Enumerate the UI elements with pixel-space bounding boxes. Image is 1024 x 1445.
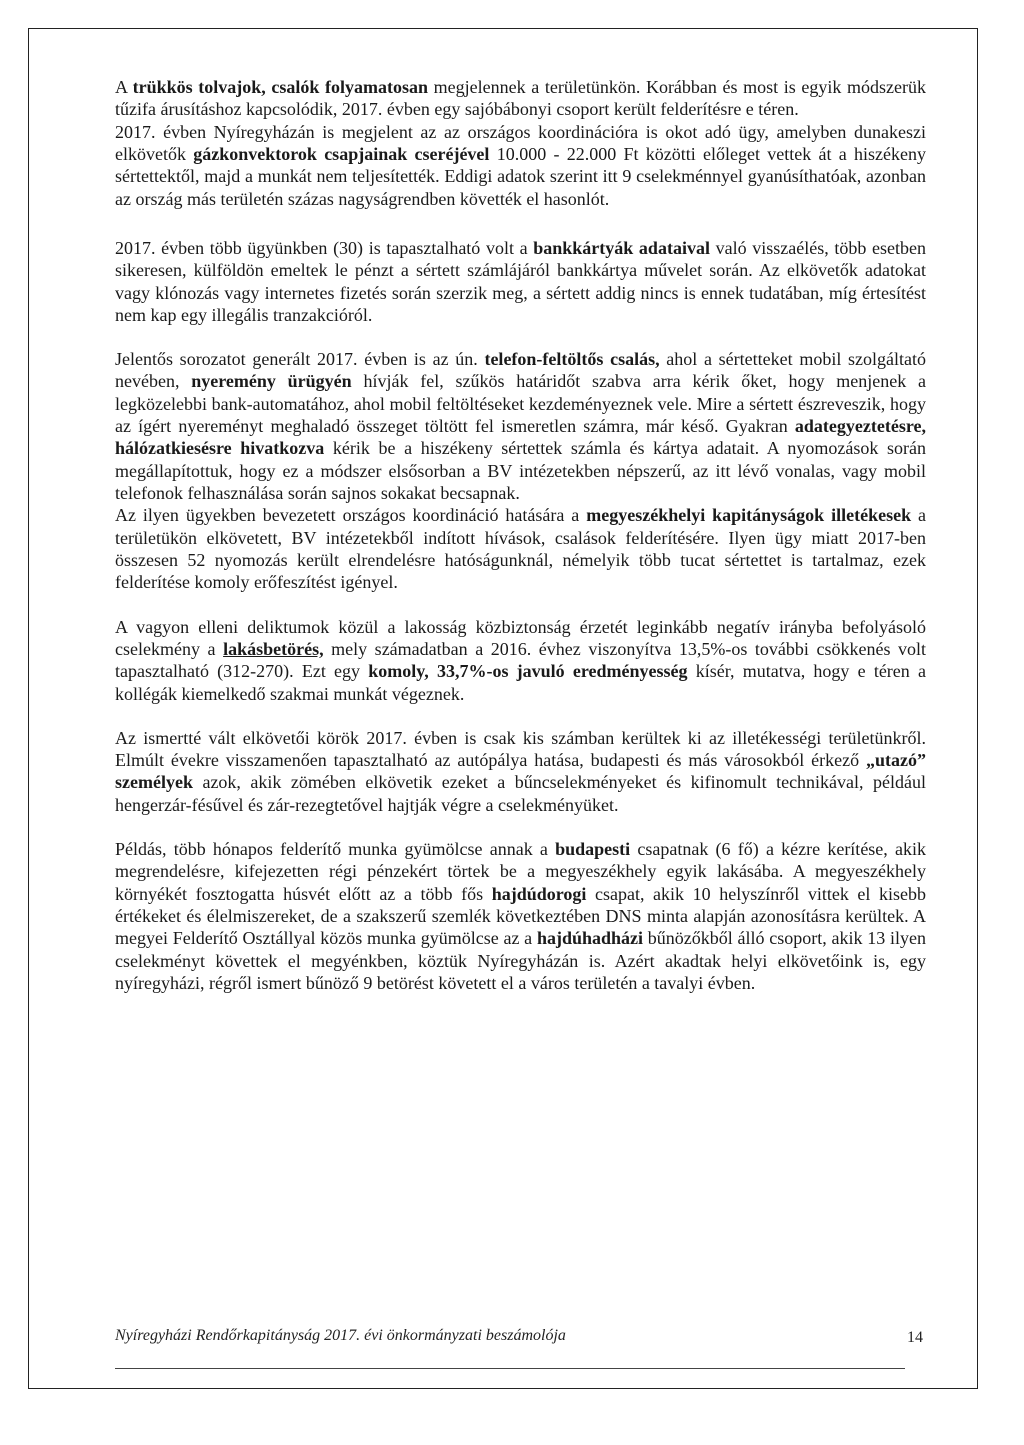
- emphasis-text: lakásbetörés,: [223, 638, 324, 659]
- text-run: azok, akik zömében elkövetik ezeket a bűncselekményeket és kifinomult technikával, például hengerzár-fésűvel és zár-rezegtetővel hajtják végre a cselekményüket.: [115, 772, 926, 815]
- body-text: [115, 76, 926, 994]
- emphasis-text: gázkonvektorok csapjainak cseréjével: [193, 143, 490, 164]
- text-run: csapat, akik 10 helyszínről vittek el kisebb értékeket és élelmiszereket, de a szakszerű szemlék következtében DNS minta alapján azonosításra kerültek. A megyei Felderítő Osztállyal közös munka gyümölcse az a: [115, 883, 926, 949]
- text-run: Az ismertté vált elkövetői körök 2017. évben is csak kis számban kerültek ki az illetékességi területünkről. Elmúlt évekre visszamenően tapasztalható az autópálya hatása, budapesti és más városokból érkező: [115, 727, 926, 771]
- paragraph-phone-topup-fraud: [115, 348, 926, 504]
- emphasis-text: hajdúdorogi: [491, 883, 587, 904]
- emphasis-text: trükkös tolvajok, csalók folyamatosan: [132, 77, 429, 97]
- paragraph-tricky-thieves: [115, 76, 926, 121]
- paragraph-bank-card-abuse: [115, 237, 926, 326]
- text-run: hívják fel, szűkös határidőt szabva arra kérik őket, hogy menjenek a legközelebbi bank-automatához, ahol mobil feltöltéseket kezdeményeznek vele. Mire a sértett észreveszik, hogy az ígért nyereményt meghaladó összeget töltött fel ismeretlen számra, már késő. Gyakran: [115, 371, 926, 437]
- text-run: Példás, több hónapos felderítő munka gyümölcse annak a: [115, 839, 556, 860]
- text-run: 10.000 - 22.000 Ft közötti előleget vettek át a hiszékeny sértettektől, majd a munkát nem teljesítették. Eddigi adatok szerint itt 9 cselekménnyel gyanúsíthatóak, azonban az ország más területén százas nagyságrendben követték el hasonlót.: [115, 143, 926, 209]
- emphasis-text: nyeremény ürügyén: [191, 371, 352, 392]
- text-run: a területükön elkövetett, BV intézetekből indított hívások, csalások felderítésére. Ilyen ügy miatt 2017-ben összesen 52 nyomozás került elrendelésre hatóságunknál, némelyik több tucat sértettet is tartalmaz, ezek felderítése komoly erőfeszítést igényel.: [115, 505, 927, 593]
- text-run: A: [115, 77, 133, 97]
- paragraph-gas-convector-fraud: [115, 121, 926, 210]
- emphasis-text: hajdúhadházi: [536, 928, 643, 949]
- emphasis-text: komoly, 33,7%-os javuló eredményesség: [368, 661, 688, 682]
- text-run: kísér, mutatva, hogy e téren a kollégák kiemelkedő szakmai munkát végeznek.: [115, 661, 926, 704]
- paragraph-travelling-offenders: [115, 727, 926, 816]
- paragraph-burglary-statistics: [115, 616, 926, 705]
- emphasis-text: „utazó” személyek: [115, 750, 926, 793]
- text-run: 2017. évben Nyíregyházán is megjelent az az országos koordinációra is okot adó ügy, amelyben dunakeszi elkövetők: [115, 121, 926, 164]
- text-run: bűnözőkből álló csoport, akik 13 ilyen cselekményt követtek el megyénkben, köztük Nyíregyházán is. Azért akadtak helyi elkövetőink is, egy nyíregyházi, régről ismert bűnöző 9 betörést követett el a város területén a tavalyi évben.: [115, 928, 926, 993]
- emphasis-text: megyeszékhelyi kapitányságok illetékesek: [586, 505, 912, 526]
- emphasis-text: telefon-feltöltős csalás,: [484, 349, 660, 370]
- text-run: megjelennek a területünkön. Korábban és most is egyik módszerük tűzifa árusításhoz kapcsolódik, 2017. évben egy sajóbábonyi csoport került felderítésre e téren.: [115, 77, 926, 120]
- page-footer: [115, 1327, 923, 1351]
- text-run: A vagyon elleni deliktumok közül a lakosság közbiztonság érzetét leginkább negatív irányba befolyásoló cselekmény a: [115, 616, 926, 659]
- text-run: ahol a sértetteket mobil szolgáltató nevében,: [115, 349, 926, 392]
- footer-rule: [115, 1368, 905, 1369]
- page-number: 14: [907, 1329, 923, 1346]
- text-run: mely számadatban a 2016. évhez viszonyítva 13,5%-os további csökkenés volt tapasztalható (312-270). Ezt egy: [115, 638, 927, 682]
- text-run: csapatnak (6 fő) a kézre kerítése, akik megrendelésre, kifejezetten régi pénzekért törtek be a megyeszékhely egyik lakásába. A megyeszékhely környékét fosztogatta húsvét előtt az a több fős: [115, 839, 926, 904]
- text-run: 2017. évben több ügyünkben (30) is tapasztalható volt a: [115, 237, 534, 258]
- emphasis-text: budapesti: [555, 839, 631, 860]
- text-run: való visszaélés, több esetben sikeresen, külföldön emeltek le pénzt a sértett számlájáról bankkártya művelet során. Az elkövetők adatokat vagy klónozás vagy internetes fizetés során szerzik meg, a sértett addig nincs is ennek tudatában, míg értesítést nem kap egy illegális tranzakcióról.: [115, 237, 926, 325]
- text-run: Jelentős sorozatot generált 2017. évben is az ún.: [115, 349, 485, 370]
- text-run: kérik be a hiszékeny sértettek számla és kártya adatait. A nyomozások során megállapítottuk, hogy ez a módszer elsősorban a BV intézetekben népszerű, az itt lévő vonalas, vagy mobil telefonok felhasználása során sajnos sokakat becsapnak.: [115, 438, 926, 503]
- footer-title: Nyíregyházi Rendőrkapitányság 2017. évi önkormányzati beszámolója: [115, 1327, 566, 1344]
- emphasis-text: bankkártyák adataival: [533, 237, 710, 258]
- text-run: Az ilyen ügyekben bevezetett országos koordináció hatására a: [115, 505, 587, 526]
- paragraph-national-coordination: [115, 504, 926, 593]
- emphasis-text: adategyeztetésre, hálózatkiesésre hivatkozva: [115, 416, 926, 459]
- paragraph-investigation-examples: [115, 838, 926, 994]
